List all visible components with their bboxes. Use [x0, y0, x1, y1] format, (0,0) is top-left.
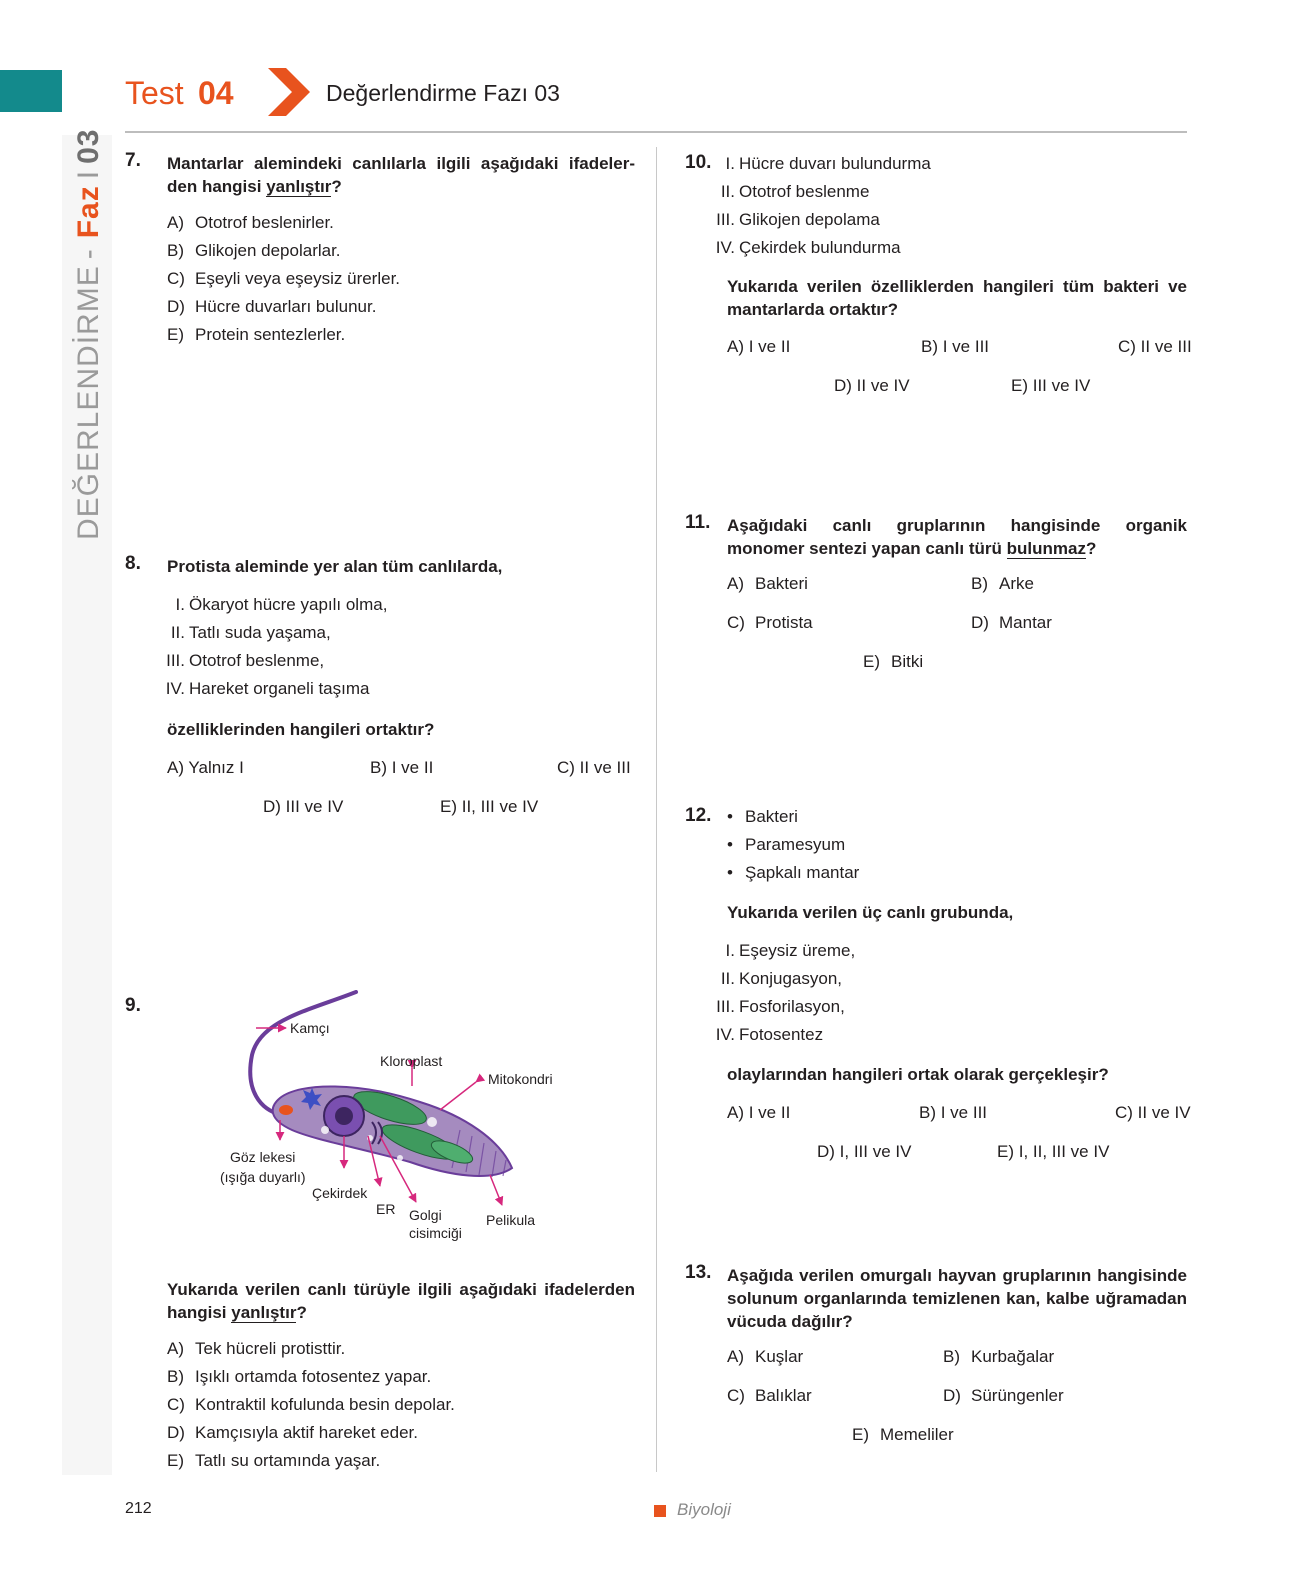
bullet-item: • Şapkalı mantar: [727, 863, 860, 882]
question-stem: [727, 514, 1187, 560]
option-b: B) Işıklı ortamda fotosentez yapar.: [167, 1367, 432, 1386]
side-label-dash: -: [72, 248, 105, 260]
stem-end: ?: [1085, 539, 1097, 558]
label-goz-lekesi: Göz lekesi: [230, 1149, 296, 1165]
roman-item: IV. Fotosentez: [715, 1025, 824, 1044]
option-b: B) Arke: [971, 574, 1034, 593]
eye-spot: [279, 1105, 293, 1115]
option-b: B) I ve III: [921, 337, 990, 356]
label-golgi-cisimcigi: cisimciği: [409, 1225, 462, 1241]
question-number: 12.: [685, 805, 712, 826]
question-number: 11.: [685, 512, 711, 533]
roman-item: III. Glikojen depolama: [716, 210, 880, 229]
roman-item: I. Hücre duvarı bulundurma: [725, 154, 931, 173]
question-9: [125, 995, 155, 1025]
option-c: C) II ve III: [1118, 337, 1192, 356]
stem-underlined: bulunmaz: [1006, 539, 1086, 558]
stem-underlined: yanlıştır: [266, 177, 332, 196]
option-b: B) I ve II: [370, 758, 434, 777]
option-d: D) Mantar: [971, 613, 1052, 632]
question-10: [685, 152, 1190, 402]
question-number: 9.: [125, 995, 141, 1016]
question-prompt: olaylarından hangileri ortak olarak gerçekleşir?: [727, 1065, 1109, 1084]
option-c: C) II ve III: [557, 758, 631, 777]
header-teal-bar: [0, 70, 62, 112]
roman-item: II. Konjugasyon,: [720, 969, 843, 988]
option-a: A) Kuşlar: [727, 1347, 804, 1366]
label-kamci: Kamçı: [290, 1020, 330, 1036]
chevron-right-icon: [268, 68, 310, 116]
option-b: B) Kurbağalar: [943, 1347, 1055, 1366]
roman-item: I. Eşeysiz üreme,: [725, 941, 856, 960]
option-e: E) Protein sentezlerler.: [167, 325, 346, 344]
option-e: E) Memeliler: [852, 1425, 954, 1444]
roman-item: IV. Çekirdek bulundurma: [715, 238, 901, 257]
label-goz-lekesi-note: (ışığa duyarlı): [220, 1169, 306, 1185]
question-13: [685, 1262, 1190, 1462]
euglena-diagram: [220, 990, 560, 1270]
option-d: D) Sürüngenler: [943, 1386, 1064, 1405]
option-a: A) Ototrof beslenirler.: [167, 213, 334, 232]
question-stem: [167, 1278, 635, 1324]
page-title: Değerlendirme Fazı 03: [326, 79, 560, 106]
option-d: D) Hücre duvarları bulunur.: [167, 297, 377, 316]
option-d: D) II ve IV: [834, 376, 910, 395]
question-number: 8.: [125, 553, 141, 574]
option-c: C) Balıklar: [727, 1386, 812, 1405]
square-icon: [654, 1505, 666, 1517]
stem-end: ?: [331, 177, 342, 196]
option-e: E) Tatlı su ortamında yaşar.: [167, 1451, 381, 1470]
option-e: E) Bitki: [863, 652, 924, 671]
option-d: D) III ve IV: [263, 797, 344, 816]
label-mitokondri: Mitokondri: [488, 1071, 553, 1087]
question-11: [685, 512, 1190, 677]
bullet-item: • Bakteri: [727, 807, 798, 826]
question-8: [125, 553, 635, 823]
option-a: A) Tek hücreli protisttir.: [167, 1339, 346, 1358]
side-label-num: 03: [72, 128, 105, 164]
label-golgi: Golgi: [409, 1207, 442, 1223]
label-er: ER: [376, 1201, 396, 1217]
test-number: 04: [198, 74, 234, 111]
label-kloroplast: Kloroplast: [380, 1053, 443, 1069]
option-d: D) I, III ve IV: [817, 1142, 912, 1161]
question-stem: Aşağıda verilen omurgalı hayvan gruplarının hangisinde solunum organlarında temizlenen kan, kalbe uğramadan vücuda dağılır?: [727, 1266, 1187, 1331]
header-divider: [125, 131, 1187, 133]
question-number: 10.: [685, 152, 712, 173]
roman-item: IV. Hareket organeli taşıma: [165, 679, 370, 698]
question-number: 7.: [125, 150, 141, 171]
column-divider: [656, 147, 657, 1472]
option-a: A) Bakteri: [727, 574, 808, 593]
roman-item: II. Ototrof beslenme: [720, 182, 870, 201]
option-d: D) Kamçısıyla aktif hareket eder.: [167, 1423, 418, 1442]
option-a: A) I ve II: [727, 337, 791, 356]
stem-text: Yukarıda verilen canlı türüyle ilgili aşağıdaki ifadelerden hangisi: [167, 1280, 635, 1322]
question-12: [685, 805, 1190, 1175]
option-c: C) Protista: [727, 613, 813, 632]
option-c: C) Kontraktil kofulunda besin depolar.: [167, 1395, 455, 1414]
label-cekirdek: Çekirdek: [312, 1185, 368, 1201]
question-7: [125, 150, 635, 350]
question-prompt: Yukarıda verilen özelliklerden hangileri tüm bakteri ve mantarlarda ortaktır?: [727, 277, 1187, 319]
option-a: A) I ve II: [727, 1103, 791, 1122]
stem-end: ?: [296, 1303, 307, 1322]
question-9-body: [125, 1278, 635, 1468]
label-pelikula: Pelikula: [486, 1212, 536, 1228]
stem-text: Aşağıdaki canlı gruplarının hangisinde organik monomer sentezi yapan canlı türü: [727, 516, 1187, 558]
option-b: B) I ve III: [919, 1103, 988, 1122]
question-prompt: özelliklerinden hangileri ortaktır?: [167, 720, 435, 739]
option-e: E) I, II, III ve IV: [997, 1142, 1110, 1161]
roman-item: III. Ototrof beslenme,: [166, 651, 325, 670]
option-c: C) II ve IV: [1115, 1103, 1191, 1122]
stem-underlined: yanlıştır: [231, 1303, 297, 1322]
side-label: [72, 128, 105, 540]
roman-item: I. Ökaryot hücre yapılı olma,: [175, 595, 388, 614]
stem-text: Mantarlar alemindeki canlılarla ilgili aşağıdaki ifadeler-den hangisi: [167, 154, 635, 196]
side-label-separator: I: [72, 169, 105, 180]
bullet-item: • Paramesyum: [727, 835, 846, 854]
question-stem: [167, 152, 635, 198]
test-word: Test: [125, 74, 184, 111]
question-number: 13.: [685, 1262, 712, 1283]
question-stem: Protista aleminde yer alan tüm canlılarda,: [167, 557, 503, 576]
option-a: A) Yalnız I: [167, 758, 244, 777]
option-b: B) Glikojen depolarlar.: [167, 241, 341, 260]
option-e: E) III ve IV: [1011, 376, 1091, 395]
roman-item: II. Tatlı suda yaşama,: [170, 623, 331, 642]
side-label-faz: Faz: [72, 185, 105, 239]
side-label-part1: DEĞERLENDİRME: [72, 265, 105, 540]
question-stem: Yukarıda verilen üç canlı grubunda,: [727, 903, 1014, 922]
subject-name: Biyoloji: [677, 1500, 731, 1519]
option-e: E) II, III ve IV: [440, 797, 539, 816]
option-c: C) Eşeyli veya eşeysiz ürerler.: [167, 269, 401, 288]
page-number: 212: [125, 1500, 152, 1517]
roman-item: III. Fosforilasyon,: [716, 997, 845, 1016]
